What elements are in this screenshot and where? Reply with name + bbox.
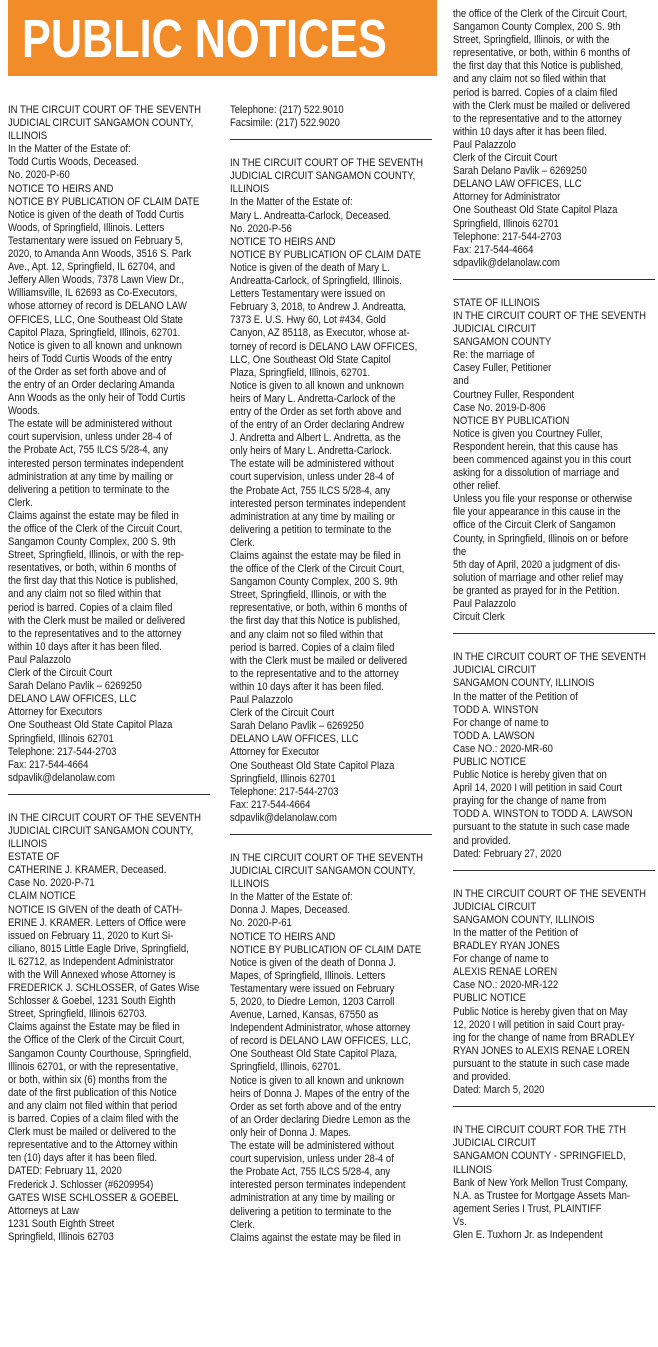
notice-line: NOTICE BY PUBLICATION OF CLAIM DATE bbox=[8, 195, 200, 208]
notice-line: Circuit Clerk bbox=[453, 611, 505, 624]
notice-line: Independent Administrator, whose attorney bbox=[230, 1022, 411, 1035]
notice-line: Street, Springfield, Illinois 62703. bbox=[8, 1008, 148, 1021]
notice-line: In the Matter of the Estate of: bbox=[8, 143, 131, 156]
page-title: PUBLIC NOTICES bbox=[22, 9, 387, 69]
notice-line: representative, or both, within 6 months of bbox=[230, 602, 408, 615]
notice-line: administration at any time by mailing or bbox=[230, 510, 395, 523]
notice-line: the first day that this Notice is published, bbox=[8, 575, 179, 588]
notice-line: GATES WISE SCHLOSSER & GOEBEL bbox=[8, 1191, 179, 1204]
notice-line: TODD A. WINSTON bbox=[453, 703, 539, 716]
notice-line: DELANO LAW OFFICES, LLC bbox=[8, 693, 137, 706]
notice-divider bbox=[8, 794, 210, 795]
notice-line: within 10 days after it has been filed. bbox=[453, 125, 607, 138]
notice-line: Public Notice is hereby given that on bbox=[453, 769, 607, 782]
notice-line: BRADLEY RYAN JONES bbox=[453, 940, 560, 953]
notice-line: Telephone: (217) 522.9010 bbox=[230, 104, 344, 116]
notice-line: Donna J. Mapes, Deceased. bbox=[230, 904, 350, 917]
notice-line: Fax: 217-544-4664 bbox=[8, 758, 89, 771]
legal-notice bbox=[230, 104, 432, 130]
notice-line: Attorneys at Law bbox=[8, 1204, 79, 1217]
notice-line: Unless you file your response or otherwise bbox=[453, 493, 633, 506]
public-notices-banner bbox=[8, 0, 437, 76]
notice-line: IN THE CIRCUIT COURT OF THE SEVENTH bbox=[230, 851, 424, 864]
notice-line: TODD A. LAWSON bbox=[453, 729, 535, 742]
notice-line: sdpavlik@delanolaw.com bbox=[230, 811, 337, 824]
notice-line: Case No. 2019-D-806 bbox=[453, 401, 546, 414]
notice-line: Street, Springfield, Illinois, or with the rep- bbox=[8, 549, 185, 562]
notice-line: Claims against the Estate may be filed in bbox=[8, 1021, 180, 1034]
notice-line: The estate will be administered without bbox=[230, 1140, 394, 1153]
legal-notice bbox=[230, 157, 432, 825]
notice-line: 2020, to Amanda Ann Woods, 3516 S. Park bbox=[8, 248, 192, 261]
notice-line: NOTICE BY PUBLICATION OF CLAIM DATE bbox=[230, 248, 422, 261]
notice-line: delivering a petition to terminate to the bbox=[230, 523, 392, 536]
notice-line: agement Series I Trust, PLAINTIFF bbox=[453, 1202, 602, 1215]
notice-line: One Southeast Old State Capitol Plaza bbox=[230, 759, 395, 772]
notice-line: file your appearance in this cause in the bbox=[453, 506, 621, 519]
notice-line: In the Matter of the Estate of: bbox=[230, 891, 353, 904]
notice-line: Springfield, Illinois 62701 bbox=[230, 772, 336, 785]
notice-line: Notice is given of the death of Donna J. bbox=[230, 956, 396, 969]
notice-line: Notice is given of the death of Mary L. bbox=[230, 261, 390, 274]
notice-line: April 14, 2020 I will petition in said Court bbox=[453, 782, 623, 795]
notice-line: JUDICIAL CIRCUIT SANGAMON COUNTY, bbox=[8, 824, 194, 837]
notice-line: the office of the Clerk of the Circuit Court, bbox=[8, 523, 183, 535]
notice-line: NOTICE TO HEIRS AND bbox=[230, 235, 336, 248]
notice-line: the first day that this Notice is published, bbox=[453, 60, 624, 73]
notice-divider bbox=[453, 279, 655, 280]
notice-line: SANGAMON COUNTY bbox=[453, 336, 552, 349]
notice-line: In the matter of the Petition of bbox=[453, 690, 578, 703]
notice-line: court supervision, unless under 28-4 of bbox=[230, 471, 394, 484]
notice-line: Avenue, Larned, Kansas, 67550 as bbox=[230, 1009, 379, 1022]
notice-line: to the representatives and to the attorney bbox=[8, 627, 182, 640]
notice-line: JUDICIAL CIRCUIT SANGAMON COUNTY, bbox=[8, 117, 194, 130]
notice-line: In the Matter of the Estate of: bbox=[230, 196, 353, 209]
notice-line: Notice is given of the death of Todd Curtis bbox=[8, 208, 184, 221]
notice-line: whose attorney of record is DELANO LAW bbox=[8, 300, 187, 313]
legal-notice bbox=[453, 888, 655, 1098]
notice-line: the entry of an Order declaring Amanda bbox=[8, 378, 175, 391]
notice-line: Order as set forth above and of the entry bbox=[230, 1100, 402, 1113]
notice-line: of an Order declaring Diedre Lemon as the bbox=[230, 1113, 411, 1126]
notice-line: Clerk of the Circuit Court bbox=[230, 707, 335, 720]
notice-line: Case NO.: 2020-MR-122 bbox=[453, 979, 559, 992]
notice-line: Notice is given to all known and unknown bbox=[230, 1074, 404, 1087]
notice-line: of the entry of an Order declaring Andrew bbox=[230, 419, 404, 432]
notice-line: One Southeast Old State Capitol Plaza bbox=[453, 204, 618, 217]
notice-line: interested person terminates independent bbox=[8, 457, 184, 470]
notice-line: solution of marriage and other relief may bbox=[453, 571, 624, 584]
notice-line: ILLINOIS bbox=[453, 1163, 493, 1176]
notice-line: the Probate Act, 755 ILCS 5/28-4, any bbox=[8, 444, 169, 457]
notice-line: court supervision, unless under 28-4 of bbox=[8, 431, 172, 444]
notice-line: Todd Curtis Woods, Deceased. bbox=[8, 156, 139, 169]
notice-line: sdpavlik@delanolaw.com bbox=[8, 771, 115, 784]
notice-line: IN THE CIRCUIT COURT OF THE SEVENTH bbox=[8, 104, 202, 116]
notice-line: NOTICE BY PUBLICATION bbox=[453, 414, 570, 427]
notice-line: Dated: February 27, 2020 bbox=[453, 847, 562, 860]
notice-line: administration at any time by mailing or bbox=[230, 1192, 395, 1205]
notice-line: 7373 E. U.S. Hwy 60, Lot #434, Gold bbox=[230, 314, 386, 327]
notice-line: Testamentary were issued on February 5, bbox=[8, 234, 183, 247]
notice-line: Illinois 62701, or with the representative, bbox=[8, 1060, 179, 1073]
notice-line: Notice is given to all known and unknown bbox=[230, 379, 404, 392]
notice-line: and bbox=[453, 375, 469, 388]
notice-divider bbox=[230, 834, 432, 835]
notice-line: JUDICIAL CIRCUIT bbox=[453, 323, 537, 336]
notice-line: Vs. bbox=[453, 1215, 467, 1228]
notice-line: Public Notice is hereby given that on May bbox=[453, 1005, 628, 1018]
notice-line: sdpavlik@delanolaw.com bbox=[453, 256, 560, 269]
legal-notice bbox=[453, 651, 655, 861]
notice-line: entry of the Order as set forth above and bbox=[230, 405, 402, 418]
notice-line: Woods, of Springfield, Illinois. Letters bbox=[8, 221, 165, 234]
notice-line: Testamentary were issued on February bbox=[230, 982, 395, 995]
notice-line: the bbox=[453, 545, 467, 558]
legal-notice bbox=[230, 852, 432, 1245]
notice-line: pursuant to the statute in such case made bbox=[453, 821, 630, 834]
notice-line: the Probate Act, 755 ILCS 5/28-4, any bbox=[230, 484, 391, 497]
notice-line: interested person terminates independent bbox=[230, 1179, 406, 1192]
notice-line: and provided. bbox=[453, 834, 511, 847]
notice-line: Paul Palazzolo bbox=[230, 694, 293, 707]
notice-line: date of the first publication of this Notice bbox=[8, 1086, 177, 1099]
notice-line: Attorney for Administrator bbox=[453, 191, 561, 204]
notice-line: Sarah Delano Pavlik – 6269250 bbox=[230, 720, 364, 733]
notice-line: ILLINOIS bbox=[230, 183, 270, 196]
notice-line: Case NO.: 2020-MR-60 bbox=[453, 742, 553, 755]
notice-line: delivering a petition to terminate to the bbox=[8, 483, 170, 496]
notice-line: Ann Woods as the only heir of Todd Curtis bbox=[8, 392, 186, 405]
notice-line: Bank of New York Mellon Trust Company, bbox=[453, 1176, 628, 1189]
notice-line: Sangamon County Complex, 200 S. 9th bbox=[453, 21, 621, 34]
notice-line: Sarah Delano Pavlik – 6269250 bbox=[453, 165, 587, 178]
notice-line: with the Clerk must be mailed or delivered bbox=[8, 614, 186, 627]
notice-line: The estate will be administered without bbox=[230, 458, 394, 471]
notice-line: and any claim not so filed within that bbox=[453, 73, 606, 86]
notice-line: Clerk. bbox=[230, 1218, 255, 1231]
notice-line: Springfield, Illinois, 62701. bbox=[230, 1061, 342, 1074]
notice-line: and provided. bbox=[453, 1071, 511, 1084]
notice-line: delivering a petition to terminate to the bbox=[230, 1205, 392, 1218]
notice-line: Telephone: 217-544-2703 bbox=[8, 745, 117, 758]
notice-line: 12, 2020 I will petition in said Court pray- bbox=[453, 1018, 625, 1031]
notice-line: Telephone: 217-544-2703 bbox=[230, 785, 339, 798]
notice-line: Glen E. Tuxhorn Jr. as Independent bbox=[453, 1228, 603, 1241]
notice-line: Attorney for Executor bbox=[230, 746, 320, 759]
notice-line: RYAN JONES to ALEXIS RENAE LOREN bbox=[453, 1044, 630, 1057]
notice-line: with the Clerk must be mailed or delivered bbox=[230, 654, 408, 667]
notice-line: JUDICIAL CIRCUIT bbox=[453, 664, 537, 677]
notice-line: Facsimile: (217) 522.9020 bbox=[230, 117, 340, 130]
notice-line: IL 62712, as Independent Administrator bbox=[8, 955, 174, 968]
notice-line: SANGAMON COUNTY - SPRINGFIELD, bbox=[453, 1150, 626, 1163]
notice-line: issued on February 11, 2020 to Kurt Si- bbox=[8, 929, 174, 942]
notice-line: only heirs of Mary L. Andretta-Carlock. bbox=[230, 445, 392, 458]
notice-divider bbox=[453, 633, 655, 634]
notice-line: office of the Circuit Clerk of Sangamon bbox=[453, 519, 616, 532]
notice-line: Sangamon County Complex, 200 S. 9th bbox=[230, 576, 398, 589]
notice-line: JUDICIAL CIRCUIT bbox=[453, 900, 537, 913]
notice-line: and any claim not so filed within that bbox=[230, 628, 383, 641]
legal-notice bbox=[8, 812, 210, 1244]
notice-line: NOTICE TO HEIRS AND bbox=[8, 182, 114, 195]
notice-line: Woods. bbox=[8, 405, 41, 418]
notice-line: Canyon, AZ 85118, as Executor, whose at- bbox=[230, 327, 410, 340]
notice-line: Plaza, Springfield, Illinois, 62701. bbox=[230, 366, 371, 379]
notice-line: IN THE CIRCUIT COURT OF THE SEVENTH bbox=[8, 811, 202, 824]
notice-line: Andreatta-Carlock, of Springfield, Illinois. bbox=[230, 275, 402, 288]
notice-line: NOTICE BY PUBLICATION OF CLAIM DATE bbox=[230, 943, 422, 956]
notice-line: to the representative and to the attorney bbox=[230, 667, 399, 680]
notice-line: The estate will be administered without bbox=[8, 418, 172, 431]
notice-line: ALEXIS RENAE LOREN bbox=[453, 966, 558, 979]
notice-line: interested person terminates independent bbox=[230, 497, 406, 510]
notice-line: within 10 days after it has been filed. bbox=[8, 640, 162, 653]
notice-line: Sangamon County Courthouse, Springfield, bbox=[8, 1047, 192, 1060]
notice-line: Respondent herein, that this cause has bbox=[453, 440, 618, 453]
notice-line: Schlosser & Goebel, 1231 South Eighth bbox=[8, 995, 176, 1008]
notice-line: Case No. 2020-P-71 bbox=[8, 877, 95, 890]
notice-line: with the Will Annexed whose Attorney is bbox=[8, 969, 176, 981]
notice-line: Street, Springfield, Illinois, or with the bbox=[453, 34, 610, 47]
notice-line: the Probate Act, 755 ILCS 5/28-4, any bbox=[230, 1166, 391, 1179]
notice-line: Springfield, Illinois 62701 bbox=[453, 217, 559, 230]
notice-line: No. 2020-P-61 bbox=[230, 917, 292, 930]
notice-line: No. 2020-P-60 bbox=[8, 169, 70, 182]
notice-line: Letters Testamentary were issued on bbox=[230, 288, 386, 301]
notice-line: period is barred. Copies of a claim filed bbox=[230, 641, 395, 654]
notice-line: or both, within six (6) months from the bbox=[8, 1073, 168, 1086]
notice-line: Clerk. bbox=[230, 536, 255, 549]
notice-line: N.A. as Trustee for Mortgage Assets Man- bbox=[453, 1189, 631, 1202]
notice-line: Springfield, Illinois 62701 bbox=[8, 732, 114, 745]
notice-line: TODD A. WINSTON to TODD A. LAWSON bbox=[453, 808, 633, 821]
notice-line: ILLINOIS bbox=[8, 130, 48, 143]
notice-line: Clerk. bbox=[8, 496, 33, 509]
notice-line: other relief. bbox=[453, 480, 501, 493]
notice-line: Casey Fuller, Petitioner bbox=[453, 362, 552, 375]
notice-line: ILLINOIS bbox=[8, 838, 48, 851]
notice-line: Notice is given to all known and unknown bbox=[8, 339, 182, 352]
notice-line: Ave., Apt. 12, Springfield, IL 62704, and bbox=[8, 261, 176, 274]
notice-line: In the matter of the Petition of bbox=[453, 927, 578, 939]
notice-line: Clerk of the Circuit Court bbox=[453, 152, 558, 165]
notice-line: Capitol Plaza, Springfield, Illinois, 62701. bbox=[8, 326, 181, 339]
notice-line: within 10 days after it has been filed. bbox=[230, 680, 384, 693]
notice-line: Fax: 217-544-4664 bbox=[230, 798, 311, 811]
legal-notice bbox=[453, 297, 655, 624]
notice-line: Paul Palazzolo bbox=[453, 138, 516, 151]
notice-line: heirs of Todd Curtis Woods of the entry bbox=[8, 352, 173, 365]
notice-line: heirs of Donna J. Mapes of the entry of the bbox=[230, 1087, 410, 1100]
notice-divider bbox=[230, 139, 432, 140]
notice-line: Notice is given you Courtney Fuller, bbox=[453, 427, 603, 440]
notice-line: Paul Palazzolo bbox=[8, 653, 71, 666]
notice-line: Paul Palazzolo bbox=[453, 598, 516, 611]
notice-line: Claims against the estate may be filed in bbox=[230, 550, 401, 562]
notice-line: NOTICE IS GIVEN of the death of CATH- bbox=[8, 903, 183, 916]
notice-line: Mary L. Andreatta-Carlock, Deceased. bbox=[230, 209, 392, 222]
notice-line: 5, 2020, to Diedre Lemon, 1203 Carroll bbox=[230, 996, 395, 1008]
notice-line: CLAIM NOTICE bbox=[8, 890, 76, 903]
notice-line: is barred. Copies of a claim filed with the bbox=[8, 1113, 179, 1126]
notice-line: torney of record is DELANO LAW OFFICES, bbox=[230, 340, 418, 353]
notice-line: asking for a dissolution of marriage and bbox=[453, 467, 619, 480]
notice-line: SANGAMON COUNTY, ILLINOIS bbox=[453, 677, 595, 690]
notice-line: Claims against the estate may be filed in bbox=[230, 1231, 401, 1244]
notice-line: ing for the change of name from BRADLEY bbox=[453, 1031, 635, 1044]
notice-line: Williamsville, IL 62693 as Co-Executors, bbox=[8, 287, 178, 300]
notice-line: February 3, 2018, to Andrew J. Andreatta, bbox=[230, 301, 407, 314]
notice-line: Fax: 217-544-4664 bbox=[453, 243, 534, 256]
notice-line: DATED: February 11, 2020 bbox=[8, 1165, 122, 1178]
notice-line: IN THE CIRCUIT COURT FOR THE 7TH bbox=[453, 1124, 626, 1137]
notice-line: FREDERICK J. SCHLOSSER, of Gates Wise bbox=[8, 982, 200, 995]
notice-line: and any claim not filed within that period bbox=[8, 1099, 178, 1112]
notice-line: ten (10) days after it has been filed. bbox=[8, 1152, 158, 1165]
notice-line: the office of the Clerk of the Circuit Court, bbox=[230, 563, 405, 576]
notice-line: No. 2020-P-56 bbox=[230, 222, 292, 235]
notice-line: IN THE CIRCUIT COURT OF THE SEVENTH bbox=[453, 887, 647, 900]
notice-line: ERINE J. KRAMER. Letters of Office were bbox=[8, 916, 186, 929]
notice-line: OFFICES, LLC, One Southeast Old State bbox=[8, 313, 183, 326]
notice-line: be granted as prayed for in the Petition. bbox=[453, 584, 620, 597]
notice-line: ILLINOIS bbox=[230, 878, 270, 891]
notice-line: IN THE CIRCUIT COURT OF THE SEVENTH bbox=[453, 651, 647, 664]
notice-line: Mapes, of Springfield, Illinois. Letters bbox=[230, 969, 386, 982]
notice-line: CATHERINE J. KRAMER, Deceased. bbox=[8, 864, 167, 877]
notice-line: with the Clerk must be mailed or delivered bbox=[453, 99, 631, 112]
notice-line: Street, Springfield, Illinois, or with the bbox=[230, 589, 387, 602]
notice-line: the Office of the Clerk of the Circuit Court, bbox=[8, 1034, 185, 1047]
notice-line: to the representative and to the attorney bbox=[453, 112, 622, 125]
notice-line: IN THE CIRCUIT COURT OF THE SEVENTH bbox=[453, 309, 647, 322]
notice-line: J. Andretta and Albert L. Andretta, as the bbox=[230, 432, 401, 445]
notice-line: Clerk must be mailed or delivered to the bbox=[8, 1126, 177, 1139]
notice-line: of record is DELANO LAW OFFICES, LLC, bbox=[230, 1035, 411, 1048]
column-2 bbox=[230, 104, 432, 1245]
notice-line: representative, or both, within 6 months of bbox=[453, 47, 631, 60]
notice-line: been commenced against you in this court bbox=[453, 454, 632, 466]
notice-line: Sarah Delano Pavlik – 6269250 bbox=[8, 680, 142, 693]
notice-line: Clerk of the Circuit Court bbox=[8, 667, 113, 680]
column-3 bbox=[453, 8, 655, 1242]
notice-line: Telephone: 217-544-2703 bbox=[453, 230, 562, 243]
notice-line: DELANO LAW OFFICES, LLC bbox=[453, 178, 582, 191]
notice-divider bbox=[453, 1106, 655, 1107]
notice-line: Frederick J. Schlosser (#6209954) bbox=[8, 1178, 154, 1191]
notice-line: 5th day of April, 2020 a judgment of dis- bbox=[453, 558, 621, 571]
notice-line: the office of the Clerk of the Circuit Court, bbox=[453, 8, 628, 20]
notice-line: resentatives, or both, within 6 months of bbox=[8, 562, 177, 575]
notice-line: One Southeast Old State Capitol Plaza, bbox=[230, 1048, 398, 1061]
notice-line: Jeffery Allen Woods, 7378 Lawn View Dr., bbox=[8, 274, 185, 287]
notice-line: ciliano, 8015 Little Eagle Drive, Springfield, bbox=[8, 942, 189, 955]
notice-line: PUBLIC NOTICE bbox=[453, 755, 526, 768]
notice-line: JUDICIAL CIRCUIT SANGAMON COUNTY, bbox=[230, 865, 416, 878]
notice-line: administration at any time by mailing or bbox=[8, 470, 173, 483]
notice-line: only heir of Donna J. Mapes. bbox=[230, 1126, 352, 1139]
notice-line: Courtney Fuller, Respondent bbox=[453, 388, 575, 401]
notice-line: SANGAMON COUNTY, ILLINOIS bbox=[453, 913, 595, 926]
notice-line: representative and to the Attorney within bbox=[8, 1139, 178, 1152]
notice-line: Dated: March 5, 2020 bbox=[453, 1084, 545, 1097]
notice-line: County, in Springfield, Illinois on or before bbox=[453, 532, 629, 545]
legal-notice bbox=[453, 1124, 655, 1242]
notice-line: JUDICIAL CIRCUIT bbox=[453, 1137, 537, 1150]
column-1 bbox=[8, 104, 210, 1244]
notice-line: Attorney for Executors bbox=[8, 706, 103, 719]
notice-line: For change of name to bbox=[453, 716, 549, 729]
legal-notice bbox=[8, 104, 210, 785]
notice-divider bbox=[453, 870, 655, 871]
notice-line: of the Order as set forth above and of bbox=[8, 365, 167, 378]
legal-notice bbox=[453, 8, 655, 270]
notice-line: JUDICIAL CIRCUIT SANGAMON COUNTY, bbox=[230, 170, 416, 183]
notice-line: the first day that this Notice is published, bbox=[230, 615, 401, 628]
notice-line: praying for the change of name from bbox=[453, 795, 607, 808]
notice-line: STATE OF ILLINOIS bbox=[453, 296, 540, 309]
notice-line: pursuant to the statute in such case made bbox=[453, 1057, 630, 1070]
notice-line: Sangamon County Complex, 200 S. 9th bbox=[8, 536, 176, 549]
notice-line: IN THE CIRCUIT COURT OF THE SEVENTH bbox=[230, 157, 424, 170]
notice-line: ESTATE OF bbox=[8, 851, 60, 864]
notice-line: NOTICE TO HEIRS AND bbox=[230, 930, 336, 943]
notice-line: DELANO LAW OFFICES, LLC bbox=[230, 733, 359, 746]
notice-line: Springfield, Illinois 62703 bbox=[8, 1230, 114, 1243]
notice-line: PUBLIC NOTICE bbox=[453, 992, 526, 1005]
notice-line: heirs of Mary L. Andretta-Carlock of the bbox=[230, 392, 396, 405]
notice-line: Re: the marriage of bbox=[453, 349, 535, 362]
notice-line: and any claim not so filed within that bbox=[8, 588, 161, 601]
notice-line: 1231 South Eighth Street bbox=[8, 1217, 115, 1230]
notice-line: One Southeast Old State Capitol Plaza bbox=[8, 719, 173, 732]
notice-line: Claims against the estate may be filed in bbox=[8, 509, 179, 522]
notice-line: period is barred. Copies of a claim filed bbox=[8, 601, 173, 614]
notice-line: LLC, One Southeast Old State Capitol bbox=[230, 353, 391, 366]
notice-line: court supervision, unless under 28-4 of bbox=[230, 1153, 394, 1166]
notice-line: For change of name to bbox=[453, 953, 549, 966]
notice-line: period is barred. Copies of a claim filed bbox=[453, 86, 618, 99]
